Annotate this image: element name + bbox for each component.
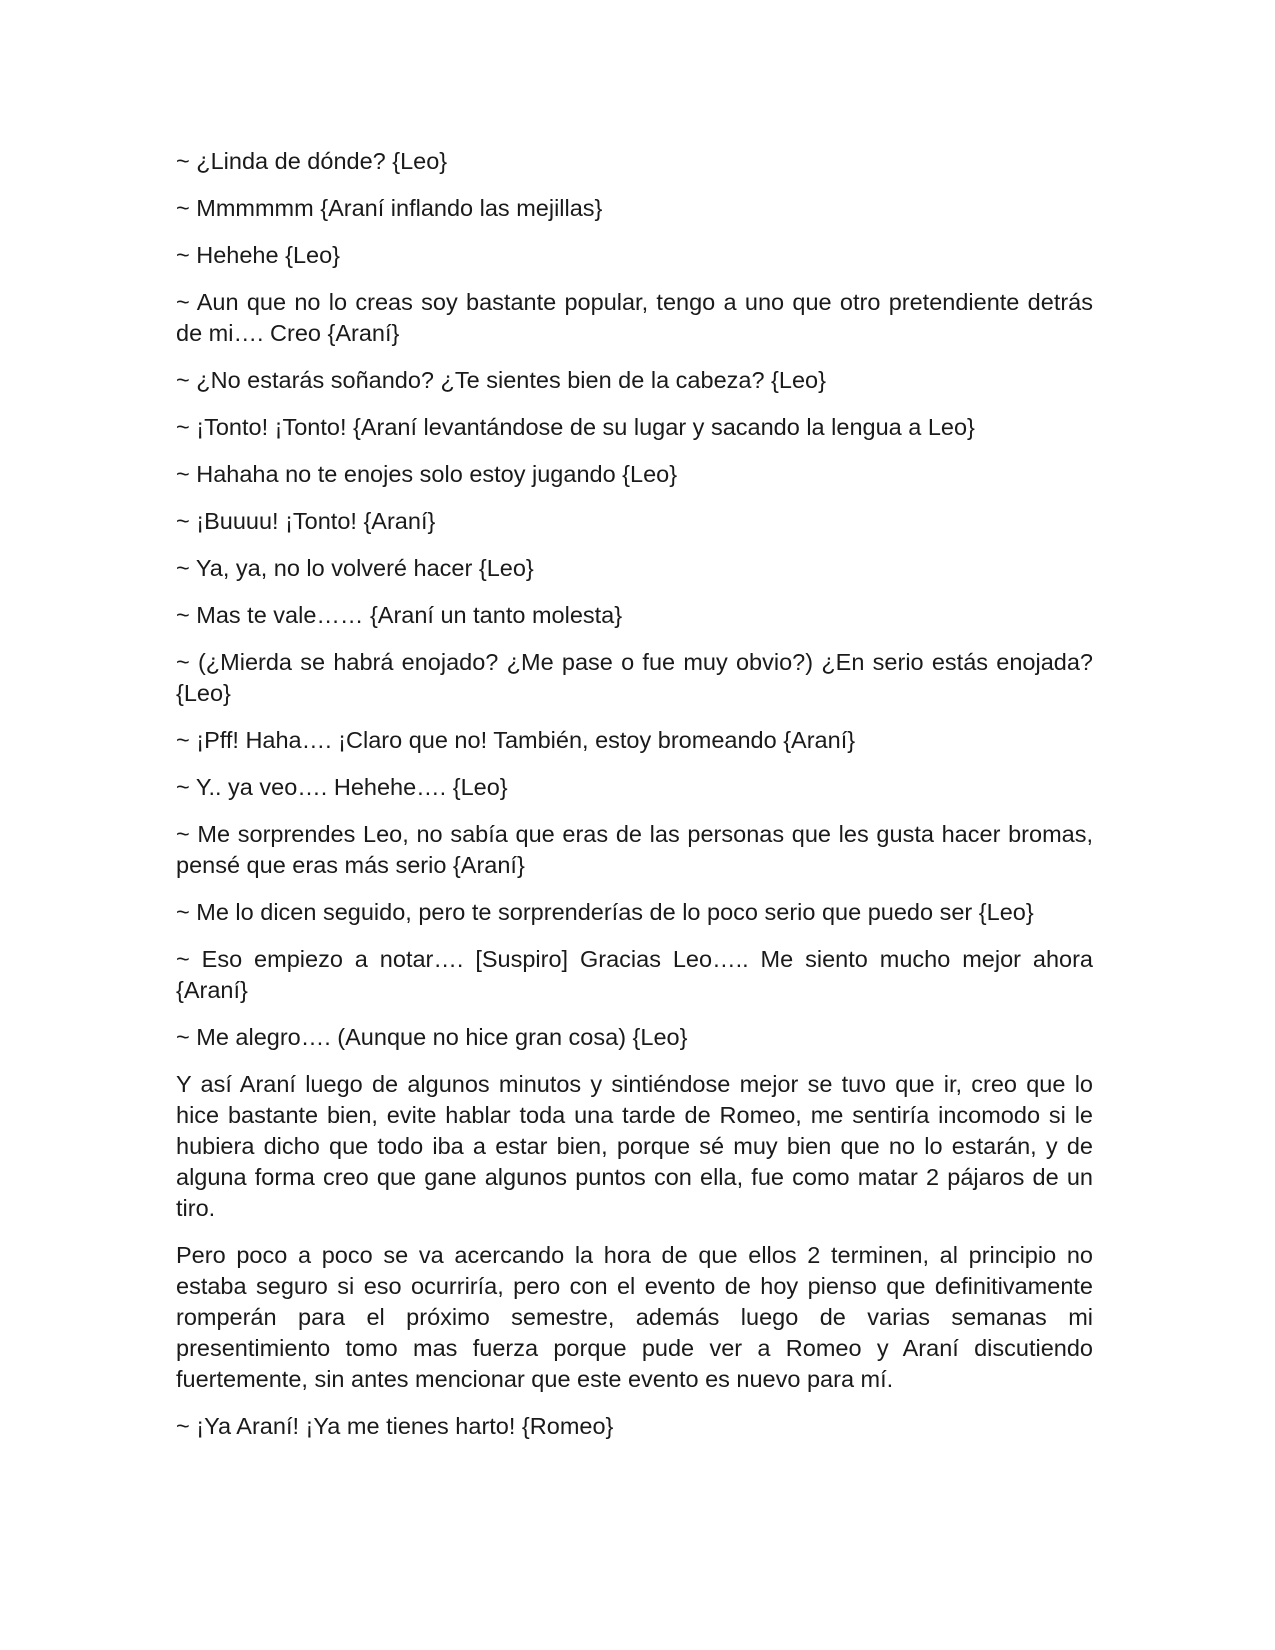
dialogue-line: ~ Me lo dicen seguido, pero te sorprenderías de lo poco serio que puedo ser {Leo} — [176, 899, 1034, 925]
dialogue-line: ~ Me sorprendes Leo, no sabía que eras de las personas que les gusta hacer bromas, pensé que eras más serio {Araní} — [176, 821, 1093, 878]
dialogue-line: ~ Mmmmmm {Araní inflando las mejillas} — [176, 195, 603, 221]
dialogue-line: ~ (¿Mierda se habrá enojado? ¿Me pase o fue muy obvio?) ¿En serio estás enojada? {Leo} — [176, 649, 1093, 706]
dialogue-line: ~ Me alegro…. (Aunque no hice gran cosa) {Leo} — [176, 1024, 688, 1050]
narrative-paragraph: Pero poco a poco se va acercando la hora de que ellos 2 terminen, al principio no estaba seguro si eso ocurriría, pero con el evento de hoy pienso que definitivamente romperán para el próximo semestre, además luego de varias semanas mi presentimiento tomo mas fuerza porque pude ver a Romeo y Araní discutiendo fuertemente, sin antes mencionar que este evento es nuevo para mí. — [176, 1242, 1093, 1392]
dialogue-line: ~ ¡Ya Araní! ¡Ya me tienes harto! {Romeo} — [176, 1413, 614, 1439]
dialogue-line: ~ ¿Linda de dónde? {Leo} — [176, 148, 448, 174]
dialogue-line: ~ ¿No estarás soñando? ¿Te sientes bien de la cabeza? {Leo} — [176, 367, 826, 393]
document-page — [176, 146, 1093, 1458]
narrative-paragraph: Y así Araní luego de algunos minutos y sintiéndose mejor se tuvo que ir, creo que lo hice bastante bien, evite hablar toda una tarde de Romeo, me sentiría incomodo si le hubiera dicho que todo iba a estar bien, porque sé muy bien que no lo estarán, y de alguna forma creo que gane algunos puntos con ella, fue como matar 2 pájaros de un tiro. — [176, 1071, 1093, 1221]
dialogue-line: ~ Aun que no lo creas soy bastante popular, tengo a uno que otro pretendiente detrás de mi…. Creo {Araní} — [176, 289, 1093, 346]
dialogue-line: ~ ¡Buuuu! ¡Tonto! {Araní} — [176, 508, 436, 534]
dialogue-line: ~ Hehehe {Leo} — [176, 242, 341, 268]
dialogue-line: ~ Ya, ya, no lo volveré hacer {Leo} — [176, 555, 534, 581]
dialogue-line: ~ ¡Pff! Haha…. ¡Claro que no! También, estoy bromeando {Araní} — [176, 727, 856, 753]
dialogue-line: ~ Hahaha no te enojes solo estoy jugando {Leo} — [176, 461, 678, 487]
dialogue-line: ~ Mas te vale…… {Araní un tanto molesta} — [176, 602, 623, 628]
dialogue-line: ~ Eso empiezo a notar…. [Suspiro] Gracias Leo….. Me siento mucho mejor ahora {Araní} — [176, 946, 1093, 1003]
dialogue-line: ~ ¡Tonto! ¡Tonto! {Araní levantándose de su lugar y sacando la lengua a Leo} — [176, 414, 975, 440]
dialogue-line: ~ Y.. ya veo…. Hehehe…. {Leo} — [176, 774, 508, 800]
